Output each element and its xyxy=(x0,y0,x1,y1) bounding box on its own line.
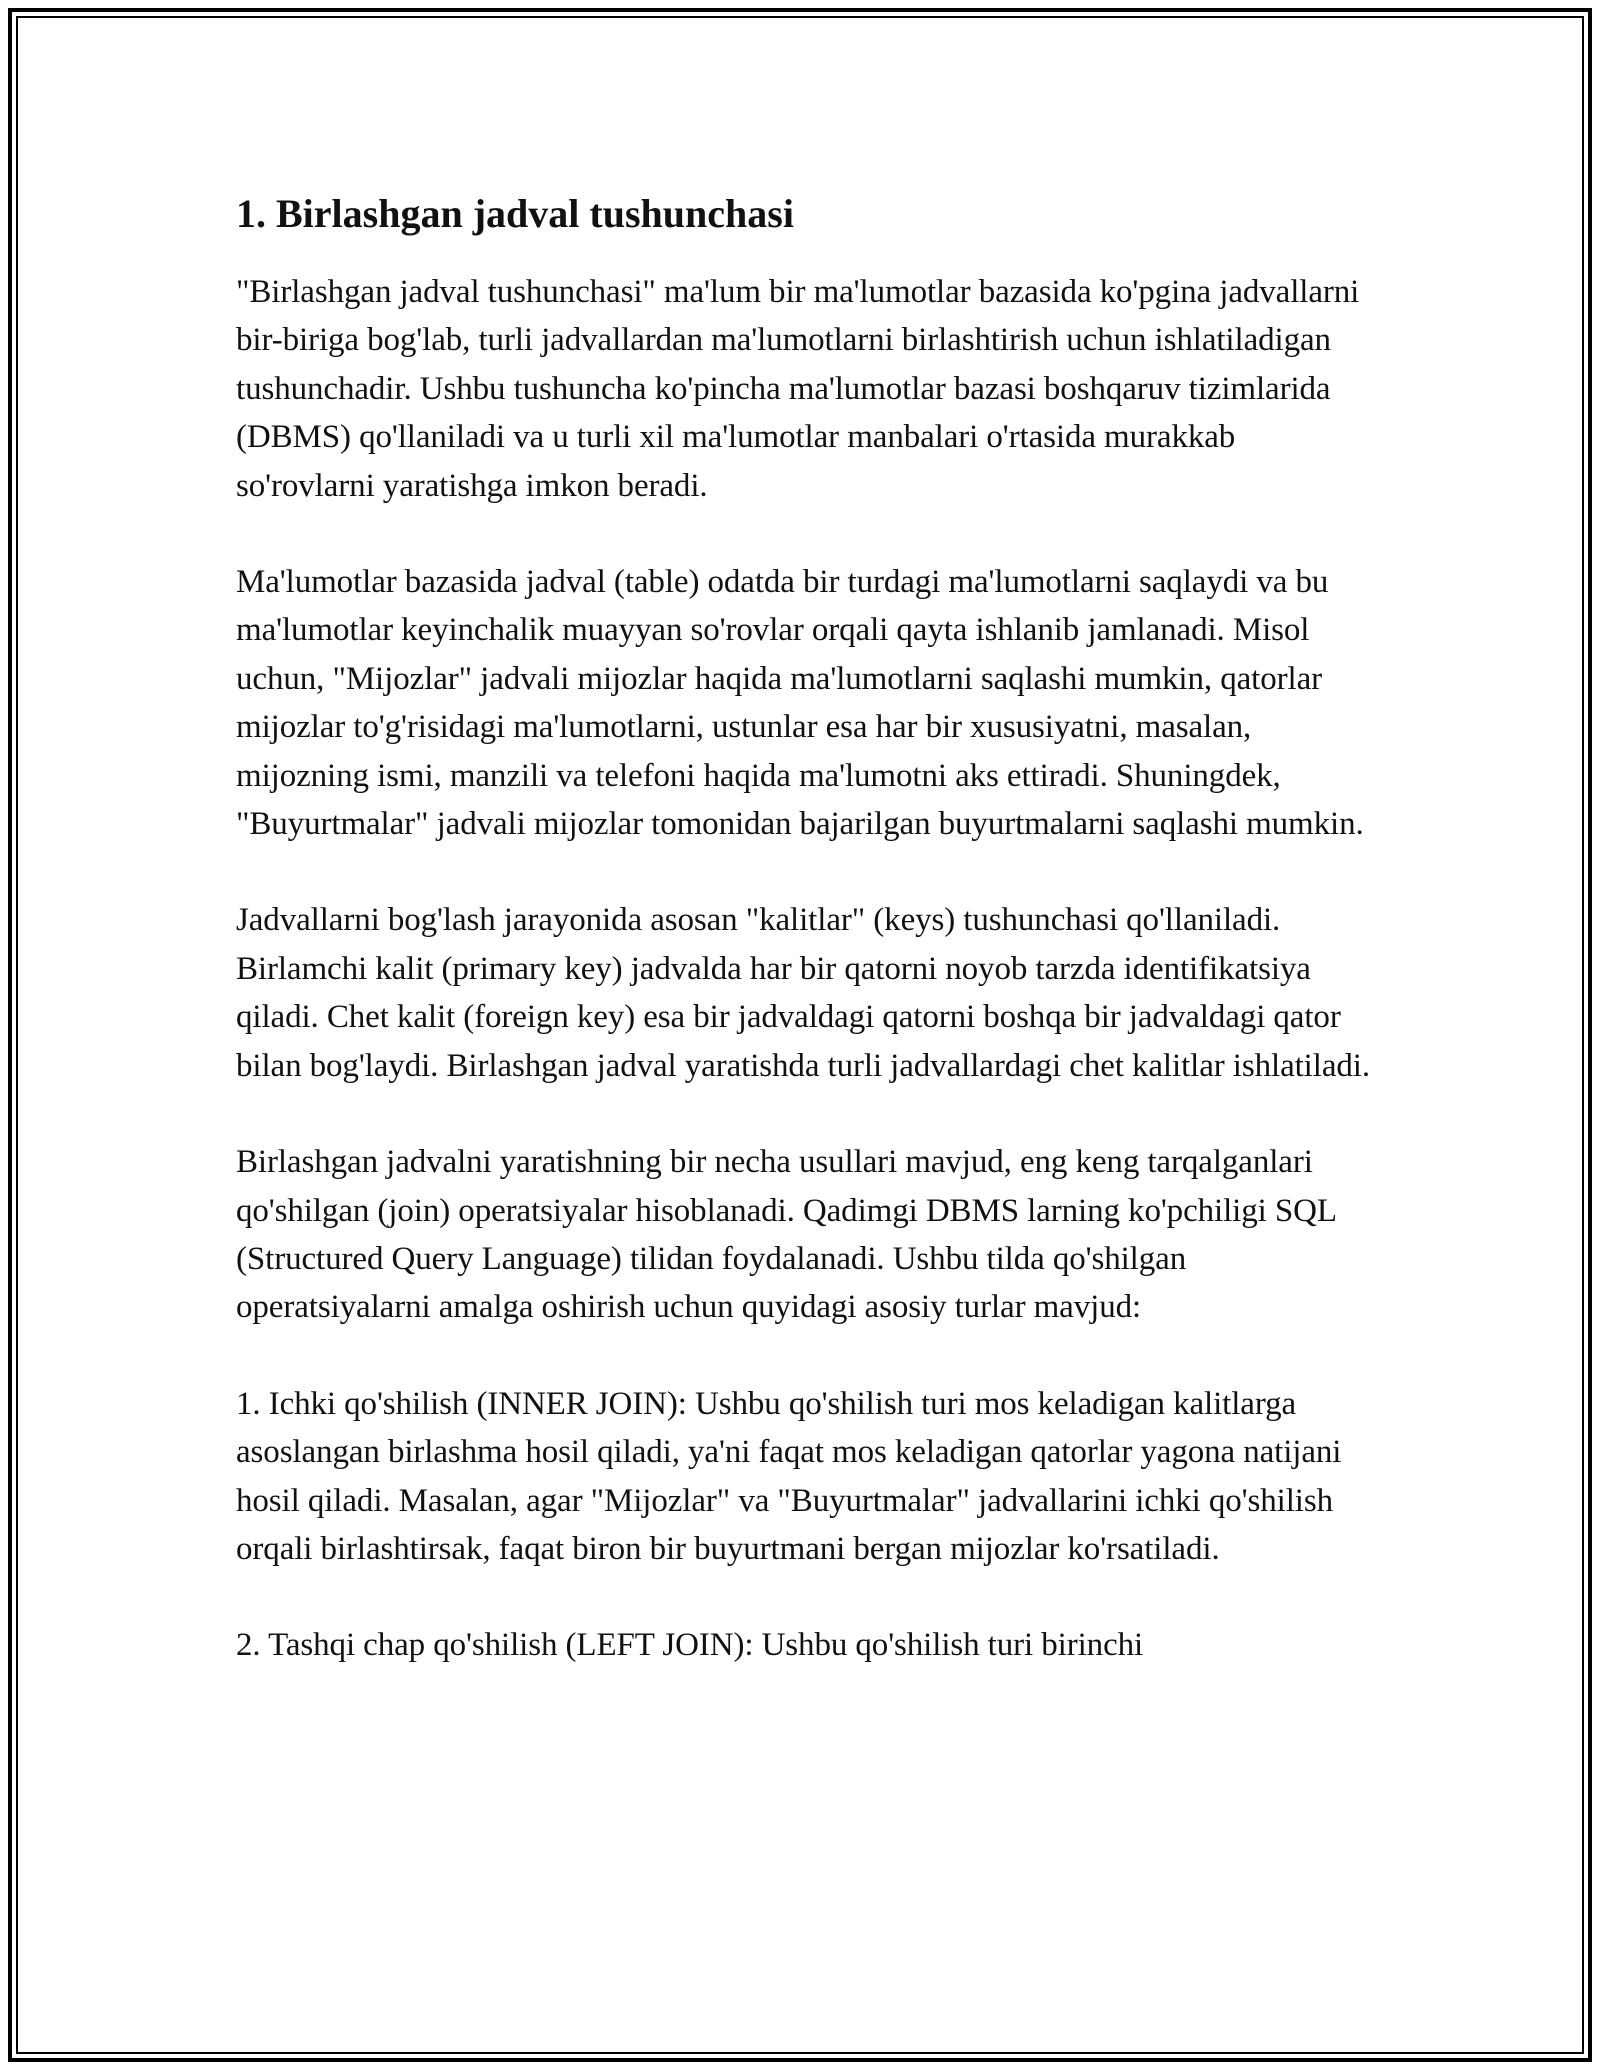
paragraph-keys: Jadvallarni bog'lash jarayonida asosan "kalitlar" (keys) tushunchasi qo'llaniladi. Birlamchi kalit (primary key) jadvalda har bir qatorni noyob tarzda identifikatsiya qiladi. Chet kalit (foreign key) esa bir jadvaldagi qatorni boshqa bir jadvaldagi qator bilan bog'laydi. Birlashgan jadval yaratishda turli jadvallardagi chet kalitlar ishlatiladi. xyxy=(236,902,1370,1084)
document-body xyxy=(236,186,1376,1718)
paragraph-intro: "Birlashgan jadval tushunchasi" ma'lum bir ma'lumotlar bazasida ko'pgina jadvallarni bir-biriga bog'lab, turli jadvallardan ma'lumotlarni birlashtirish uchun ishlatiladigan tushunchadir. Ushbu tushuncha ko'pincha ma'lumotlar bazasi boshqaruv tizimlarida (DBMS) qo'llaniladi va u turli xil ma'lumotlar manbalari o'rtasida murakkab so'rovlarni yaratishga imkon beradi. xyxy=(236,274,1360,504)
paragraph-join-methods: Birlashgan jadvalni yaratishning bir necha usullari mavjud, eng keng tarqalganlari qo'shilgan (join) operatsiyalar hisoblanadi. Qadimgi DBMS larning ko'pchiligi SQL (Structured Query Language) tilidan foydalanadi. Ushbu tilda qo'shilgan operatsiyalarni amalga oshirish uchun quyidagi asosiy turlar mavjud: xyxy=(236,1144,1336,1326)
paragraph-inner-join: 1. Ichki qo'shilish (INNER JOIN): Ushbu qo'shilish turi mos keladigan kalitlarga asoslangan birlashma hosil qiladi, ya'ni faqat mos keladigan qatorlar yagona natijani hosil qiladi. Masalan, agar "Mijozlar" va "Buyurtmalar" jadvallarini ichki qo'shilish orqali birlashtirsak, faqat biron bir buyurtmani bergan mijozlar ko'rsatiladi. xyxy=(236,1385,1342,1567)
section-heading: 1. Birlashgan jadval tushunchasi xyxy=(236,191,794,236)
paragraph-left-join: 2. Tashqi chap qo'shilish (LEFT JOIN): Ushbu qo'shilish turi birinchi xyxy=(236,1627,1144,1664)
paragraph-tables: Ma'lumotlar bazasida jadval (table) odatda bir turdagi ma'lumotlarni saqlaydi va bu ma'lumotlar keyinchalik muayyan so'rovlar orqali qayta ishlanib jamlanadi. Misol uchun, "Mijozlar" jadvali mijozlar haqida ma'lumotlarni saqlashi mumkin, qatorlar mijozlar to'g'risidagi ma'lumotlarni, ustunlar esa har bir xususiyatni, masalan, mijozning ismi, manzili va telefoni haqida ma'lumotni aks ettiradi. Shuningdek, "Buyurtmalar" jadvali mijozlar tomonidan bajarilgan buyurtmalarni saqlashi mumkin. xyxy=(236,564,1364,843)
